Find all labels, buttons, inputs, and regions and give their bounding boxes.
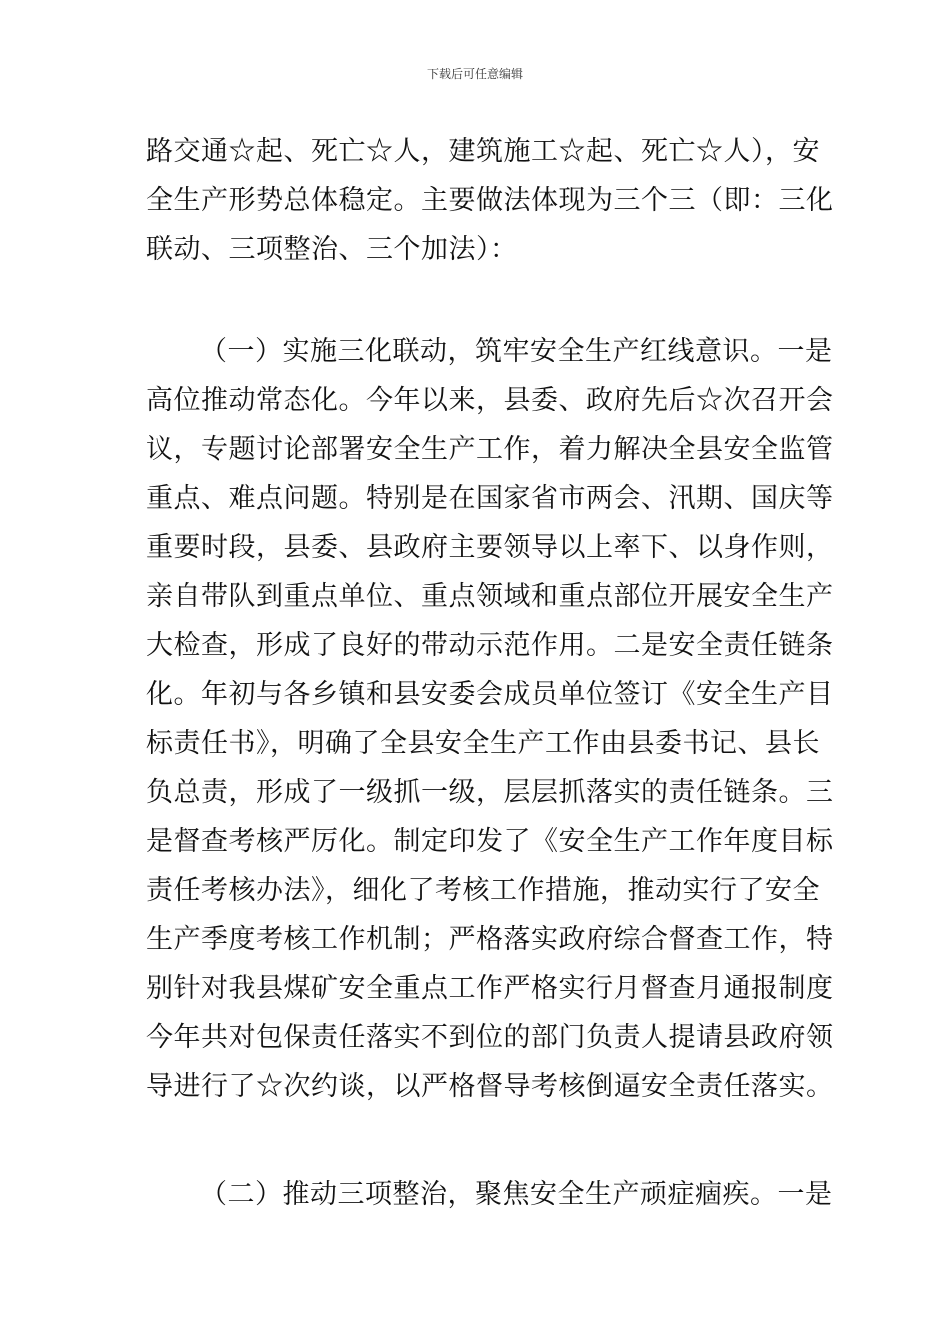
text-line: 别针对我县煤矿安全重点工作严格实行月督查月通报制度 [146,973,834,1004]
text-line: 生产季度考核工作机制；严格落实政府综合督查工作，特 [146,924,834,955]
text-line: 负总责，形成了一级抓一级，层层抓落实的责任链条。三 [146,777,834,808]
text-line: 是督查考核严厉化。制定印发了《安全生产工作年度目标 [146,826,834,857]
text-line: 全生产形势总体稳定。主要做法体现为三个三（即：三化 [146,185,834,216]
text-line: 亲自带队到重点单位、重点领域和重点部位开展安全生产 [146,581,834,612]
text-line: 大检查，形成了良好的带动示范作用。二是安全责任链条 [146,630,834,661]
text-line: 责任考核办法》，细化了考核工作措施，推动实行了安全 [146,875,820,906]
page-header: 下载后可任意编辑 [426,67,523,81]
paragraph-heading-line: （一）实施三化联动，筑牢安全生产红线意识。一是 [200,336,833,367]
text-line: 今年共对包保责任落实不到位的部门负责人提请县政府领 [146,1022,834,1053]
text-line: 化。年初与各乡镇和县安委会成员单位签订《安全生产目 [146,679,834,710]
text-line: 路交通☆起、死亡☆人，建筑施工☆起、死亡☆人），安 [146,136,820,167]
text-line: 标责任书》，明确了全县安全生产工作由县委书记、县长 [146,728,820,759]
text-line: 议，专题讨论部署安全生产工作，着力解决全县安全监管 [146,434,834,465]
text-line: 重点、难点问题。特别是在国家省市两会、汛期、国庆等 [146,483,834,514]
text-line: 导进行了☆次约谈，以严格督导考核倒逼安全责任落实。 [146,1071,834,1102]
text-line: 重要时段，县委、县政府主要领导以上率下、以身作则， [146,532,834,563]
text-line: 高位推动常态化。今年以来，县委、政府先后☆次召开会 [146,385,834,416]
paragraph-heading-line: （二）推动三项整治，聚焦安全生产顽症痼疾。一是 [200,1179,833,1210]
text-line: 联动、三项整治、三个加法）： [146,234,518,265]
